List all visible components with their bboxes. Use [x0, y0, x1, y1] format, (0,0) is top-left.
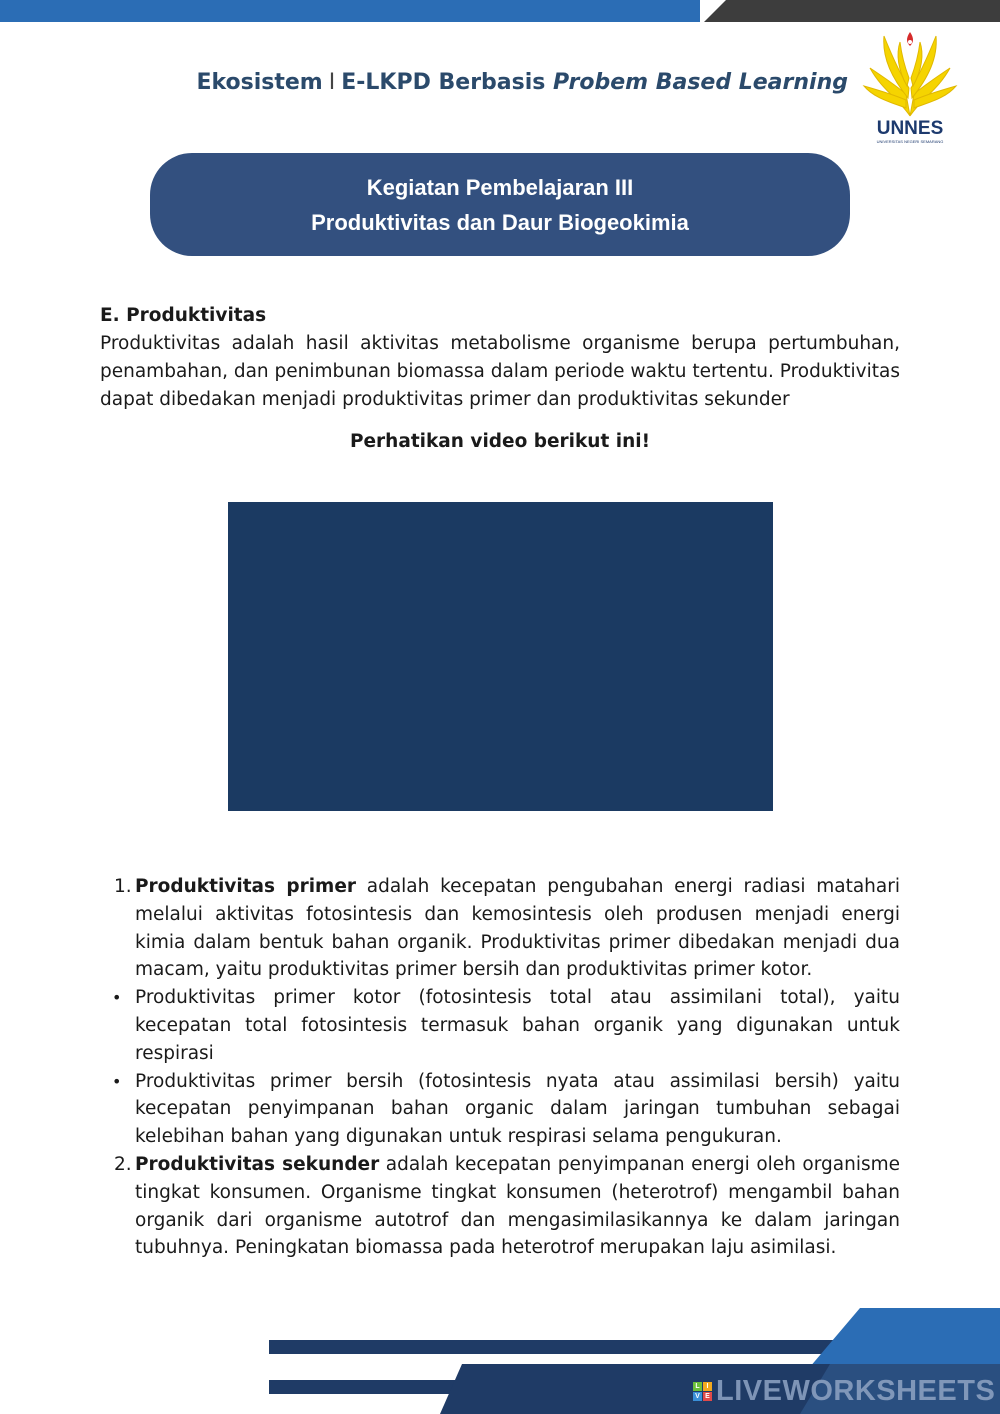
list-text: adalah kecepatan pengubahan energi radiasi matahari melalui aktivitas fotosintesis dan kemosintesis oleh produsen menjadi energi kimia dalam bentuk bahan organik. Produktivitas primer dibedakan menjadi dua macam, yaitu produktivitas primer bersih dan produktivitas primer kotor.	[135, 876, 900, 981]
section-content	[100, 302, 900, 456]
list-item	[100, 873, 900, 984]
header-title-main: Ekosistem	[196, 70, 323, 95]
unnes-emblem-icon	[862, 28, 958, 118]
liveworksheets-watermark	[693, 1376, 995, 1406]
header-title	[0, 70, 848, 95]
activity-banner	[150, 153, 850, 256]
header-title-italic: Probem Based Learning	[553, 70, 848, 95]
grid-letter: E	[703, 1392, 712, 1401]
top-decorative-bar	[0, 0, 1000, 22]
banner-line-1: Kegiatan Pembelajaran III	[366, 174, 634, 200]
header-title-mid: E-LKPD Berbasis	[341, 70, 546, 95]
list-item	[100, 1068, 900, 1151]
section-heading: E. Produktivitas	[100, 305, 267, 326]
list-text: adalah kecepatan penyimpanan energi oleh organisme tingkat konsumen. Organisme tingkat konsumen (heterotrof) mengambil bahan organik dari organisme autotrof dan mengasimilasikannya ke dalam jaringan tubuhnya. Peningkatan biomassa pada heterotrof merupakan laju asimilasi.	[135, 1153, 900, 1259]
unnes-logo	[862, 28, 958, 146]
bullet-icon: •	[112, 1071, 122, 1091]
list-number: 1.	[114, 876, 132, 897]
unnes-logo-subtitle: UNIVERSITAS NEGERI SEMARANG	[876, 139, 944, 144]
video-player[interactable]	[228, 502, 773, 811]
list-text: Produktivitas primer bersih (fotosintesis nyata atau assimilasi bersih) yaitu kecepatan penyimpanan bahan organic dalam jaringan tumbuhan sebagai kelebihan bahan yang digunakan untuk respirasi selama pengukuran.	[135, 1070, 900, 1148]
section-paragraph: Produktivitas adalah hasil aktivitas metabolisme organisme berupa pertumbuhan, penambahan, dan penimbunan biomassa dalam periode waktu tertentu. Produktivitas dapat dibedakan menjadi produktivitas primer dan produktivitas sekunder	[100, 333, 900, 410]
list-text: Produktivitas primer kotor (fotosintesis total atau assimilani total), yaitu kecepatan total fotosintesis termasuk bahan organik yang digunakan untuk respirasi	[135, 987, 900, 1064]
list-item	[100, 984, 900, 1067]
bullet-icon: •	[112, 988, 122, 1008]
header-separator: I	[328, 70, 336, 95]
list-number: 2.	[114, 1153, 132, 1175]
video-instruction: Perhatikan video berikut ini!	[349, 431, 651, 452]
list-term: Produktivitas primer	[135, 876, 356, 897]
banner-line-2: Produktivitas dan Daur Biogeokimia	[311, 209, 689, 235]
unnes-logo-text: UNNES	[876, 118, 944, 139]
grid-letter: L	[693, 1382, 702, 1391]
list-term: Produktivitas sekunder	[135, 1153, 380, 1175]
grid-letter: V	[693, 1392, 702, 1401]
productivity-list	[100, 873, 900, 1262]
grid-letter: I	[703, 1382, 712, 1391]
liveworksheets-text: LIVEWORKSHEETS	[716, 1374, 996, 1407]
liveworksheets-grid-icon	[693, 1382, 712, 1401]
list-item	[100, 1151, 900, 1262]
